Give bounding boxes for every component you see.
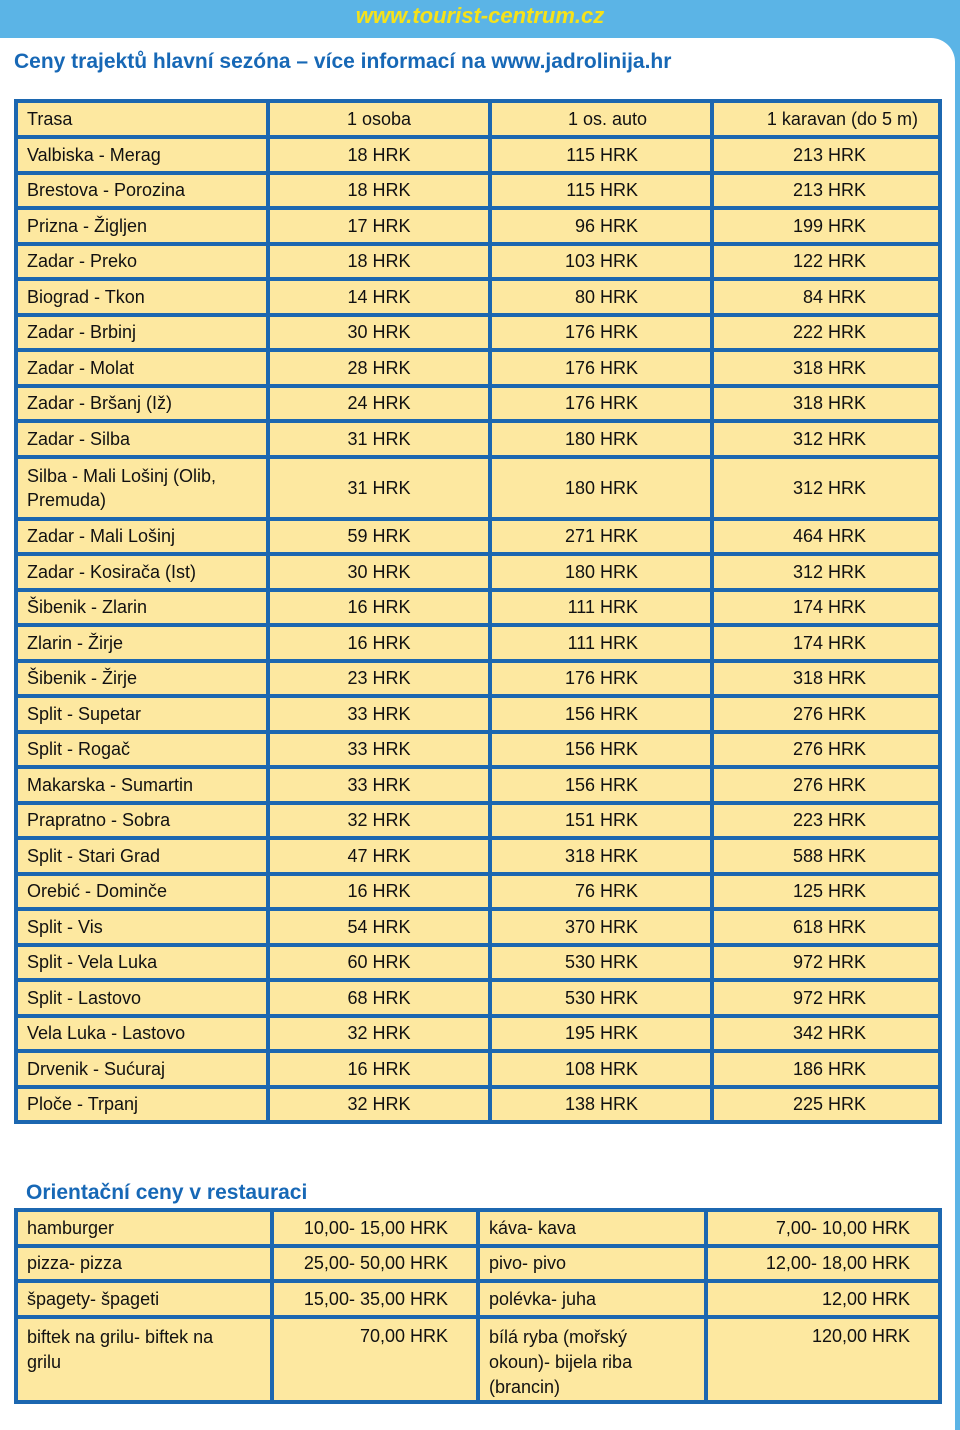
table-row: [18, 805, 938, 837]
person-price-cell: 18 HRK: [270, 139, 488, 171]
route-cell: Ploče - Trpanj: [18, 1089, 266, 1121]
route-cell: Zadar - Molat: [18, 352, 266, 384]
site-url[interactable]: www.tourist-centrum.cz: [355, 3, 605, 28]
car-price-cell: 151 HRK: [492, 805, 710, 837]
person-price-cell: 30 HRK: [270, 556, 488, 588]
caravan-price-cell: 318 HRK: [714, 388, 938, 420]
person-price-cell: 33 HRK: [270, 698, 488, 730]
car-price-cell: 195 HRK: [492, 1018, 710, 1050]
person-price-cell: 17 HRK: [270, 210, 488, 242]
caravan-price-cell: 186 HRK: [714, 1053, 938, 1085]
car-price-cell: 138 HRK: [492, 1089, 710, 1121]
menu-item-cell: bílá ryba (mořský okoun)- bijela riba (brancin): [480, 1319, 704, 1400]
table-row: [18, 1053, 938, 1085]
route-cell: Vela Luka - Lastovo: [18, 1018, 266, 1050]
car-price-cell: 156 HRK: [492, 734, 710, 766]
person-price-cell: 54 HRK: [270, 911, 488, 943]
content-panel: [0, 38, 955, 1430]
table-row: [18, 1319, 938, 1400]
person-price-cell: 60 HRK: [270, 947, 488, 979]
person-price-cell: 32 HRK: [270, 805, 488, 837]
table-row: [18, 627, 938, 659]
route-cell: Zadar - Mali Lošinj: [18, 521, 266, 553]
table-row: [18, 556, 938, 588]
person-price-cell: 47 HRK: [270, 840, 488, 872]
route-cell: Split - Rogač: [18, 734, 266, 766]
route-cell: Brestova - Porozina: [18, 175, 266, 207]
caravan-price-cell: 312 HRK: [714, 459, 938, 517]
car-price-cell: 180 HRK: [492, 556, 710, 588]
table-row: [18, 876, 938, 908]
route-cell: Šibenik - Žirje: [18, 663, 266, 695]
menu-price-cell: 120,00 HRK: [708, 1319, 938, 1400]
car-price-cell: 156 HRK: [492, 698, 710, 730]
car-price-cell: 115 HRK: [492, 139, 710, 171]
person-price-cell: 18 HRK: [270, 175, 488, 207]
caravan-price-cell: 318 HRK: [714, 663, 938, 695]
route-cell: Šibenik - Zlarin: [18, 592, 266, 624]
person-price-cell: 31 HRK: [270, 423, 488, 455]
menu-price-cell: 7,00- 10,00 HRK: [708, 1212, 938, 1244]
person-price-cell: 30 HRK: [270, 317, 488, 349]
person-price-cell: 31 HRK: [270, 459, 488, 517]
caravan-price-cell: 199 HRK: [714, 210, 938, 242]
table-row: [18, 911, 938, 943]
route-cell: Split - Stari Grad: [18, 840, 266, 872]
column-header-caravan: 1 karavan (do 5 m): [714, 103, 938, 135]
person-price-cell: 16 HRK: [270, 1053, 488, 1085]
person-price-cell: 32 HRK: [270, 1089, 488, 1121]
caravan-price-cell: 213 HRK: [714, 139, 938, 171]
car-price-cell: 76 HRK: [492, 876, 710, 908]
person-price-cell: 33 HRK: [270, 734, 488, 766]
car-price-cell: 111 HRK: [492, 627, 710, 659]
caravan-price-cell: 84 HRK: [714, 281, 938, 313]
route-cell: Zadar - Silba: [18, 423, 266, 455]
menu-price-cell: 15,00- 35,00 HRK: [274, 1283, 476, 1315]
caravan-price-cell: 312 HRK: [714, 423, 938, 455]
menu-price-cell: 70,00 HRK: [274, 1319, 476, 1400]
caravan-price-cell: 225 HRK: [714, 1089, 938, 1121]
table-row: [18, 388, 938, 420]
restaurant-price-table: [14, 1208, 942, 1404]
route-cell: Zadar - Bršanj (Iž): [18, 388, 266, 420]
table-row: [18, 210, 938, 242]
menu-item-cell: hamburger: [18, 1212, 270, 1244]
caravan-price-cell: 318 HRK: [714, 352, 938, 384]
table-row: [18, 592, 938, 624]
person-price-cell: 16 HRK: [270, 876, 488, 908]
table-row: [18, 734, 938, 766]
route-cell: Orebić - Dominče: [18, 876, 266, 908]
caravan-price-cell: 276 HRK: [714, 698, 938, 730]
column-header-person: 1 osoba: [270, 103, 488, 135]
car-price-cell: 530 HRK: [492, 982, 710, 1014]
table-row: [18, 663, 938, 695]
route-cell: Split - Vis: [18, 911, 266, 943]
car-price-cell: 156 HRK: [492, 769, 710, 801]
route-cell: Biograd - Tkon: [18, 281, 266, 313]
caravan-price-cell: 125 HRK: [714, 876, 938, 908]
route-cell: Makarska - Sumartin: [18, 769, 266, 801]
caravan-price-cell: 972 HRK: [714, 947, 938, 979]
table-row: [18, 947, 938, 979]
menu-item-cell: špagety- špageti: [18, 1283, 270, 1315]
route-cell: Zadar - Kosirača (Ist): [18, 556, 266, 588]
table-row: [18, 521, 938, 553]
person-price-cell: 59 HRK: [270, 521, 488, 553]
table-row: [18, 423, 938, 455]
menu-price-cell: 12,00- 18,00 HRK: [708, 1248, 938, 1280]
caravan-price-cell: 122 HRK: [714, 246, 938, 278]
caravan-price-cell: 972 HRK: [714, 982, 938, 1014]
caravan-price-cell: 588 HRK: [714, 840, 938, 872]
person-price-cell: 23 HRK: [270, 663, 488, 695]
table-row: [18, 840, 938, 872]
car-price-cell: 96 HRK: [492, 210, 710, 242]
table-row: [18, 317, 938, 349]
ferry-price-table: [14, 99, 942, 1124]
caravan-price-cell: 276 HRK: [714, 734, 938, 766]
table-row: [18, 1283, 938, 1315]
car-price-cell: 115 HRK: [492, 175, 710, 207]
table-row: [18, 1248, 938, 1280]
menu-price-cell: 12,00 HRK: [708, 1283, 938, 1315]
caravan-price-cell: 174 HRK: [714, 592, 938, 624]
route-cell: Zlarin - Žirje: [18, 627, 266, 659]
route-cell: Split - Vela Luka: [18, 947, 266, 979]
caravan-price-cell: 174 HRK: [714, 627, 938, 659]
table-row: [18, 246, 938, 278]
car-price-cell: 103 HRK: [492, 246, 710, 278]
menu-item-cell: káva- kava: [480, 1212, 704, 1244]
route-cell: Silba - Mali Lošinj (Olib, Premuda): [18, 459, 266, 517]
caravan-price-cell: 276 HRK: [714, 769, 938, 801]
person-price-cell: 68 HRK: [270, 982, 488, 1014]
person-price-cell: 28 HRK: [270, 352, 488, 384]
route-cell: Valbiska - Merag: [18, 139, 266, 171]
route-cell: Zadar - Preko: [18, 246, 266, 278]
table-row: [18, 175, 938, 207]
table-row: [18, 698, 938, 730]
column-header-route: Trasa: [18, 103, 266, 135]
table-row: [18, 1212, 938, 1244]
table-row: [18, 139, 938, 171]
route-cell: Drvenik - Sućuraj: [18, 1053, 266, 1085]
table-row: [18, 459, 938, 517]
table-row: [18, 769, 938, 801]
person-price-cell: 33 HRK: [270, 769, 488, 801]
ferry-prices-heading: Ceny trajektů hlavní sezóna – více informací na www.jadrolinija.hr: [14, 50, 672, 73]
menu-item-cell: polévka- juha: [480, 1283, 704, 1315]
route-cell: Zadar - Brbinj: [18, 317, 266, 349]
person-price-cell: 14 HRK: [270, 281, 488, 313]
menu-price-cell: 25,00- 50,00 HRK: [274, 1248, 476, 1280]
car-price-cell: 176 HRK: [492, 388, 710, 420]
menu-item-cell: biftek na grilu- biftek na grilu: [18, 1319, 270, 1400]
car-price-cell: 176 HRK: [492, 317, 710, 349]
table-row: [18, 1018, 938, 1050]
table-row: [18, 1089, 938, 1121]
car-price-cell: 370 HRK: [492, 911, 710, 943]
route-cell: Prizna - Žigljen: [18, 210, 266, 242]
caravan-price-cell: 342 HRK: [714, 1018, 938, 1050]
car-price-cell: 176 HRK: [492, 352, 710, 384]
car-price-cell: 318 HRK: [492, 840, 710, 872]
menu-item-cell: pivo- pivo: [480, 1248, 704, 1280]
caravan-price-cell: 464 HRK: [714, 521, 938, 553]
column-header-car: 1 os. auto: [492, 103, 710, 135]
car-price-cell: 111 HRK: [492, 592, 710, 624]
caravan-price-cell: 618 HRK: [714, 911, 938, 943]
caravan-price-cell: 312 HRK: [714, 556, 938, 588]
route-cell: Split - Lastovo: [18, 982, 266, 1014]
person-price-cell: 32 HRK: [270, 1018, 488, 1050]
menu-price-cell: 10,00- 15,00 HRK: [274, 1212, 476, 1244]
car-price-cell: 176 HRK: [492, 663, 710, 695]
person-price-cell: 16 HRK: [270, 627, 488, 659]
car-price-cell: 271 HRK: [492, 521, 710, 553]
route-cell: Prapratno - Sobra: [18, 805, 266, 837]
car-price-cell: 180 HRK: [492, 423, 710, 455]
car-price-cell: 530 HRK: [492, 947, 710, 979]
person-price-cell: 24 HRK: [270, 388, 488, 420]
table-row: [18, 352, 938, 384]
table-header-row: [18, 103, 938, 135]
car-price-cell: 180 HRK: [492, 459, 710, 517]
restaurant-prices-heading: Orientační ceny v restauraci: [26, 1181, 308, 1204]
table-row: [18, 982, 938, 1014]
caravan-price-cell: 213 HRK: [714, 175, 938, 207]
route-cell: Split - Supetar: [18, 698, 266, 730]
caravan-price-cell: 222 HRK: [714, 317, 938, 349]
caravan-price-cell: 223 HRK: [714, 805, 938, 837]
car-price-cell: 80 HRK: [492, 281, 710, 313]
car-price-cell: 108 HRK: [492, 1053, 710, 1085]
person-price-cell: 18 HRK: [270, 246, 488, 278]
menu-item-cell: pizza- pizza: [18, 1248, 270, 1280]
person-price-cell: 16 HRK: [270, 592, 488, 624]
table-row: [18, 281, 938, 313]
